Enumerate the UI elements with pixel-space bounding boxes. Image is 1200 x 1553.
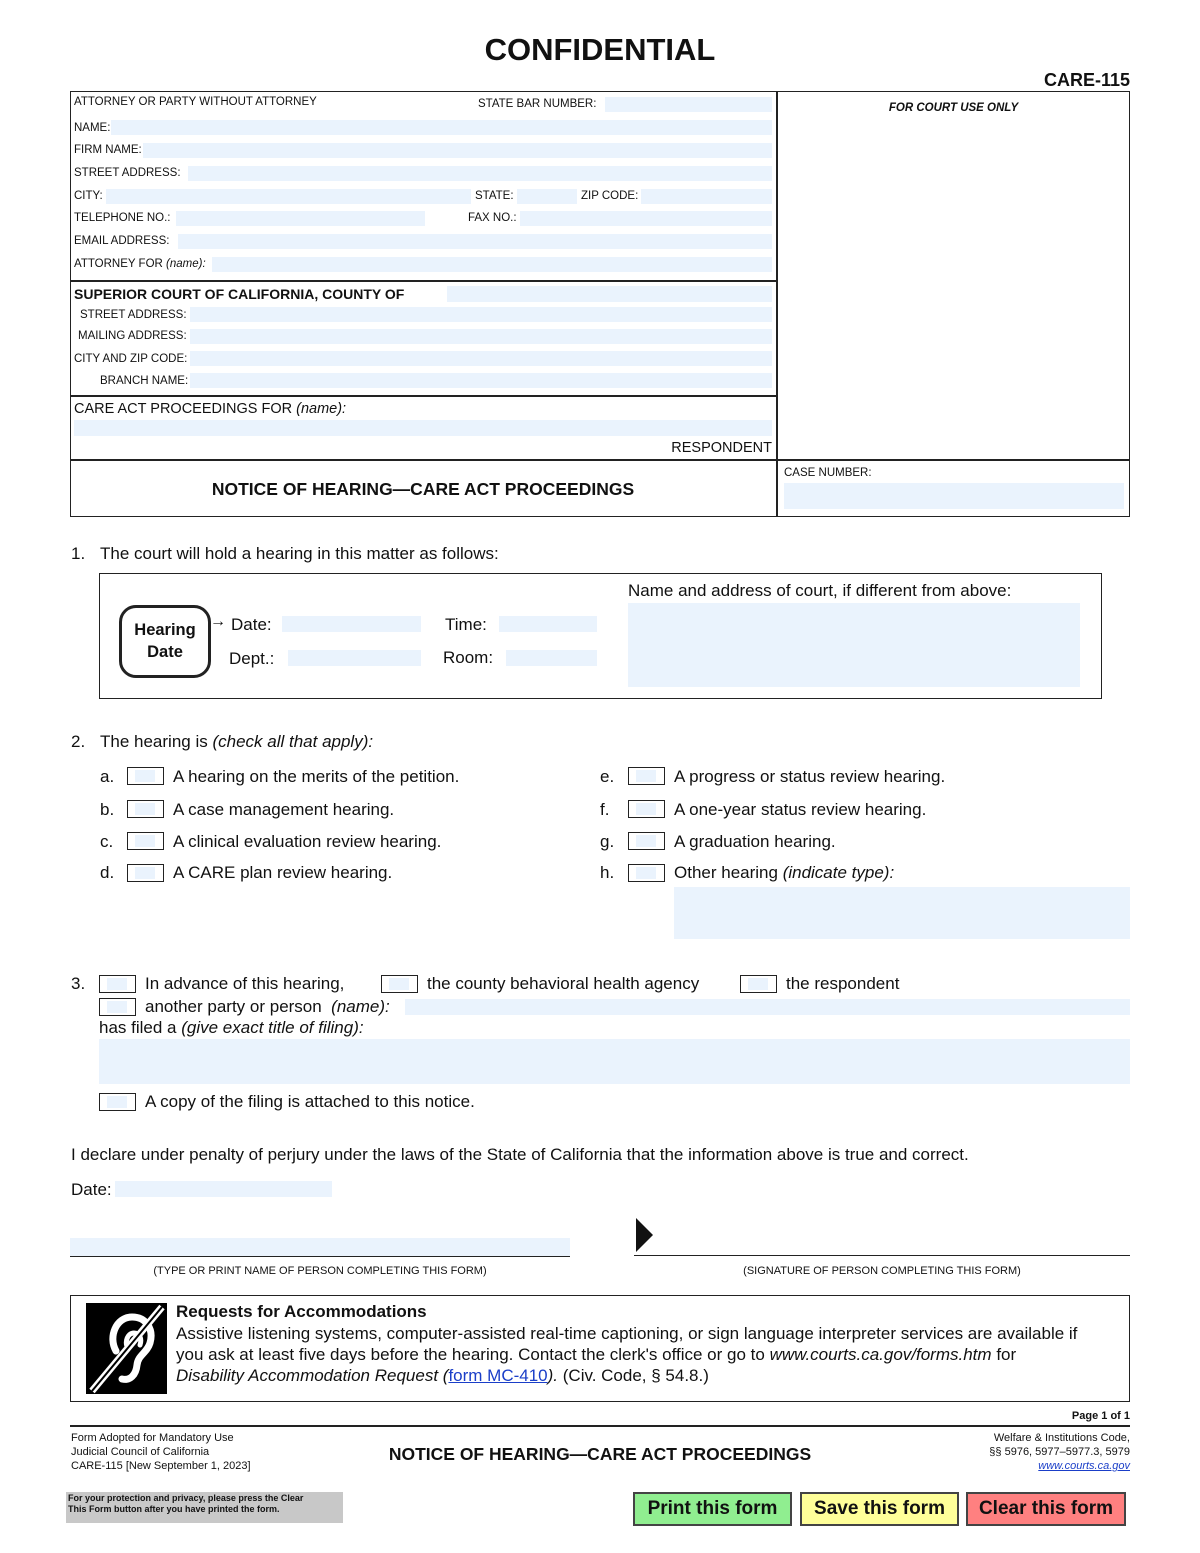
accommodations-line2: you ask at least five days before the hearing. Contact the clerk's office or go to www.courts.ca.gov/forms.htm for: [176, 1345, 1017, 1364]
city-field[interactable]: [106, 189, 471, 204]
option-d-checkbox[interactable]: [127, 864, 164, 882]
caption-divider: [776, 91, 778, 517]
form-mc410-link[interactable]: form MC-410: [448, 1366, 548, 1385]
proceedings-name-field[interactable]: [74, 420, 772, 436]
option-c-letter: c.: [100, 832, 114, 851]
option-a-checkbox[interactable]: [127, 767, 164, 785]
case-number-label: CASE NUMBER:: [784, 467, 872, 479]
declaration-date-field[interactable]: [115, 1181, 332, 1197]
item1-text: The court will hold a hearing in this matter as follows:: [100, 544, 499, 563]
email-field[interactable]: [178, 234, 772, 249]
option-h-label: Other hearing (indicate type):: [674, 863, 895, 882]
court-city-zip-label: CITY AND ZIP CODE:: [74, 353, 188, 365]
save-button[interactable]: Save this form: [800, 1492, 959, 1526]
accommodations-heading: Requests for Accommodations: [176, 1302, 427, 1321]
option-a-letter: a.: [100, 767, 115, 786]
print-name-field[interactable]: [70, 1238, 570, 1256]
footer-rule: [70, 1425, 1130, 1427]
item3-number: 3.: [71, 974, 86, 993]
date-label: Date:: [231, 615, 272, 634]
hearing-date-badge: Hearing Date: [119, 605, 211, 678]
option-d-letter: d.: [100, 863, 115, 882]
copy-attached-label: A copy of the filing is attached to this notice.: [145, 1092, 475, 1111]
print-name-caption: (TYPE OR PRINT NAME OF PERSON COMPLETING THIS FORM): [153, 1265, 487, 1277]
time-label: Time:: [445, 615, 487, 634]
option-a-label: A hearing on the merits of the petition.: [173, 767, 460, 786]
footer-adopted: Form Adopted for Mandatory Use Judicial Council of California CARE-115 [New September 1, 2023]: [71, 1432, 251, 1472]
name-label: NAME:: [74, 122, 111, 134]
option-d-label: A CARE plan review hearing.: [173, 863, 393, 882]
option-h-checkbox[interactable]: [628, 864, 665, 882]
assistive-listening-icon: [86, 1303, 167, 1394]
footer-title: NOTICE OF HEARING—CARE ACT PROCEEDINGS: [388, 1444, 812, 1464]
respondent-option-label: the respondent: [786, 974, 900, 993]
proceedings-label: CARE ACT PROCEEDINGS FOR (name):: [74, 401, 347, 417]
court-heading: SUPERIOR COURT OF CALIFORNIA, COUNTY OF: [74, 286, 405, 302]
hearing-room-field[interactable]: [506, 650, 597, 666]
court-street-field[interactable]: [190, 307, 772, 322]
clear-button[interactable]: Clear this form: [966, 1492, 1126, 1526]
court-use-only: FOR COURT USE ONLY: [888, 102, 1019, 114]
accommodations-line3: Disability Accommodation Request (form MC-410). (Civ. Code, § 54.8.): [176, 1366, 709, 1385]
respondent-label: RESPONDENT: [671, 440, 772, 456]
declaration-date-label: Date:: [71, 1180, 112, 1199]
state-bar-label: STATE BAR NUMBER:: [478, 98, 597, 110]
copy-attached-checkbox[interactable]: [99, 1093, 136, 1111]
in-advance-label: In advance of this hearing,: [145, 974, 345, 993]
zip-field[interactable]: [641, 189, 772, 204]
footer-code: Welfare & Institutions Code, §§ 5976, 5977–5977.3, 5979 www.courts.ca.gov: [989, 1432, 1130, 1472]
signature-arrow-icon: [636, 1218, 653, 1252]
courts-website-link[interactable]: www.courts.ca.gov: [1038, 1460, 1130, 1472]
attorney-heading: ATTORNEY OR PARTY WITHOUT ATTORNEY: [74, 96, 317, 108]
in-advance-checkbox[interactable]: [99, 975, 136, 993]
county-label: the county behavioral health agency: [427, 974, 700, 993]
option-e-checkbox[interactable]: [628, 767, 665, 785]
item2-number: 2.: [71, 732, 86, 751]
hearing-dept-field[interactable]: [288, 650, 421, 666]
form-number: CARE-115: [1043, 70, 1130, 90]
street-label: STREET ADDRESS:: [74, 167, 181, 179]
room-label: Room:: [443, 648, 494, 667]
state-field[interactable]: [517, 189, 577, 204]
state-label: STATE:: [475, 190, 514, 202]
arrow-icon: →: [210, 613, 226, 630]
option-g-label: A graduation hearing.: [674, 832, 836, 851]
court-section-divider: [70, 280, 777, 282]
fax-label: FAX NO.:: [468, 212, 517, 224]
option-f-letter: f.: [600, 800, 610, 819]
option-g-letter: g.: [600, 832, 615, 851]
accommodations-line1: Assistive listening systems, computer-assisted real-time captioning, or sign language interpreter services are available if: [176, 1324, 1078, 1343]
other-hearing-type-field[interactable]: [674, 887, 1130, 939]
form-title: NOTICE OF HEARING—CARE ACT PROCEEDINGS: [211, 479, 635, 499]
print-name-line: [70, 1256, 570, 1257]
phone-field[interactable]: [176, 211, 425, 226]
firm-field[interactable]: [143, 143, 772, 158]
another-party-checkbox[interactable]: [99, 998, 136, 1016]
court-street-label: STREET ADDRESS:: [80, 309, 187, 321]
name-field[interactable]: [111, 120, 772, 135]
option-e-label: A progress or status review hearing.: [674, 767, 946, 786]
phone-label: TELEPHONE NO.:: [74, 212, 171, 224]
firm-label: FIRM NAME:: [74, 144, 142, 156]
signature-line: [634, 1255, 1130, 1256]
option-g-checkbox[interactable]: [628, 832, 665, 850]
another-party-label: another party or person (name):: [145, 997, 390, 1016]
fax-field[interactable]: [520, 211, 772, 226]
option-f-label: A one-year status review hearing.: [674, 800, 927, 819]
state-bar-field[interactable]: [605, 97, 772, 112]
option-c-checkbox[interactable]: [127, 832, 164, 850]
zip-label: ZIP CODE:: [581, 190, 639, 202]
filing-title-field[interactable]: [99, 1039, 1130, 1084]
respondent-checkbox[interactable]: [740, 975, 777, 993]
court-address-field[interactable]: [628, 603, 1080, 687]
street-field[interactable]: [188, 166, 772, 181]
option-h-letter: h.: [600, 863, 615, 882]
court-mailing-label: MAILING ADDRESS:: [78, 330, 187, 342]
print-button[interactable]: Print this form: [633, 1492, 792, 1526]
another-party-name-field[interactable]: [405, 999, 1130, 1015]
court-mailing-field[interactable]: [190, 329, 772, 344]
option-b-checkbox[interactable]: [127, 800, 164, 818]
item1-number: 1.: [71, 544, 86, 563]
court-address-label: Name and address of court, if different from above:: [628, 581, 1012, 600]
declaration: I declare under penalty of perjury under the laws of the State of California that the information above is true and correct.: [71, 1145, 969, 1164]
option-b-label: A case management hearing.: [173, 800, 395, 819]
attorney-for-field[interactable]: [212, 257, 772, 272]
option-b-letter: b.: [100, 800, 115, 819]
privacy-note: For your protection and privacy, please press the Clear This Form button after you have printed the form.: [66, 1492, 343, 1523]
hearing-date-field[interactable]: [282, 616, 421, 632]
dept-label: Dept.:: [229, 649, 275, 668]
hearing-time-field[interactable]: [499, 616, 597, 632]
option-f-checkbox[interactable]: [628, 800, 665, 818]
county-checkbox[interactable]: [381, 975, 418, 993]
signature-caption: (SIGNATURE OF PERSON COMPLETING THIS FORM): [743, 1265, 1021, 1277]
court-branch-label: BRANCH NAME:: [100, 375, 189, 387]
title-divider: [70, 459, 1130, 461]
court-city-zip-field[interactable]: [190, 351, 772, 366]
attorney-for-label: ATTORNEY FOR (name):: [74, 258, 206, 270]
city-label: CITY:: [74, 190, 103, 202]
option-e-letter: e.: [600, 767, 615, 786]
has-filed-label: has filed a (give exact title of filing):: [99, 1018, 364, 1037]
court-branch-field[interactable]: [190, 373, 772, 388]
page-number: Page 1 of 1: [1071, 1410, 1130, 1422]
item2-text: The hearing is (check all that apply):: [100, 732, 374, 751]
confidential-title: CONFIDENTIAL: [484, 32, 716, 67]
option-c-label: A clinical evaluation review hearing.: [173, 832, 442, 851]
case-number-field[interactable]: [784, 483, 1124, 509]
email-label: EMAIL ADDRESS:: [74, 235, 170, 247]
county-field[interactable]: [447, 286, 772, 302]
proceedings-divider: [70, 395, 777, 397]
